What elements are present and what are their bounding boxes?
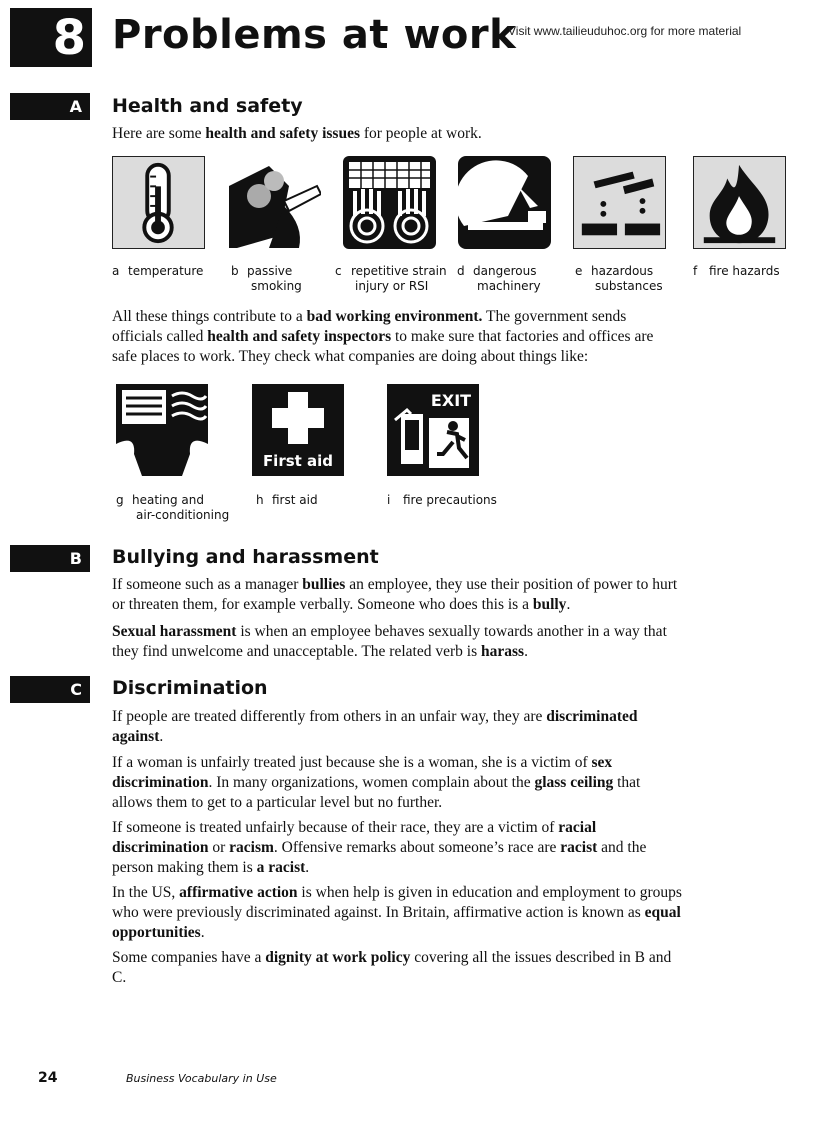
- fire-exit-icon: [387, 384, 479, 476]
- section-c-paragraph-5: Some companies have a dignity at work policy covering all the issues described in B and C.: [112, 949, 672, 986]
- section-a-intro: Here are some health and safety issues for people at work.: [112, 125, 482, 142]
- issue-caption-b: b passive smoking: [231, 264, 302, 293]
- unit-number-badge: 8: [10, 8, 92, 67]
- check-caption-h: h first aid: [256, 493, 318, 507]
- section-a-badge: A: [10, 93, 90, 120]
- first-aid-sign-text: First aid: [262, 452, 334, 470]
- exit-sign-text: EXIT: [430, 391, 472, 410]
- section-c-paragraph-4: In the US, affirmative action is when help is given in education and employment to groups who were previously discriminated against. In Britain, affirmative action is known as equal opportunities.: [112, 884, 682, 941]
- book-title: Business Vocabulary in Use: [126, 1072, 277, 1085]
- section-c-heading: Discrimination: [112, 677, 268, 699]
- section-a-heading: Health and safety: [112, 95, 303, 117]
- thermometer-icon: [112, 156, 205, 249]
- issue-caption-d: d dangerous machinery: [457, 264, 541, 293]
- section-a-paragraph: All these things contribute to a bad working environment. The government sends officials called health and safety inspectors to make sure that factories and offices are safe places to work. They check what companies are doing about things like:: [112, 308, 654, 365]
- issue-caption-e: e hazardous substances: [575, 264, 663, 293]
- section-c-paragraph-1: If people are treated differently from others in an unfair way, they are discriminated against.: [112, 708, 638, 745]
- issue-caption-f: f fire hazards: [693, 264, 780, 278]
- page-title: Problems at work: [112, 12, 517, 58]
- first-aid-icon: [252, 384, 344, 476]
- website-note: Visit www.tailieuduhoc.org for more material: [508, 24, 742, 38]
- section-b-badge: B: [10, 545, 90, 572]
- issue-caption-a: a temperature: [112, 264, 204, 278]
- section-b-paragraph-2: Sexual harassment is when an employee behaves sexually towards another in a way that they find unwelcome and unacceptable. The related verb is harass.: [112, 623, 667, 660]
- section-c-badge: C: [10, 676, 90, 703]
- corrosive-icon: [573, 156, 666, 249]
- smoking-icon: [229, 156, 321, 249]
- saw-blade-icon: [458, 156, 551, 249]
- fire-icon: [693, 156, 786, 249]
- section-b-heading: Bullying and harassment: [112, 546, 379, 568]
- heating-icon: [116, 384, 208, 476]
- issue-caption-c: c repetitive strain injury or RSI: [335, 264, 447, 293]
- section-c-paragraph-3: If someone is treated unfairly because of their race, they are a victim of racial discrimination or racism. Offensive remarks about someone’s race are racist and the person making them is a racist.: [112, 819, 647, 876]
- section-b-paragraph-1: If someone such as a manager bullies an employee, they use their position of power to hurt or threaten them, for example verbally. Someone who does this is a bully.: [112, 576, 678, 613]
- keyboard-hands-icon: [343, 156, 436, 249]
- check-caption-i: i fire precautions: [387, 493, 497, 507]
- section-c-paragraph-2: If a woman is unfairly treated just because she is a woman, she is a victim of sex discrimination. In many organizations, women complain about the glass ceiling that allows them to get to a particular level but no further.: [112, 754, 641, 811]
- page-number: 24: [38, 1070, 58, 1086]
- check-caption-g: g heating and air-conditioning: [116, 493, 230, 522]
